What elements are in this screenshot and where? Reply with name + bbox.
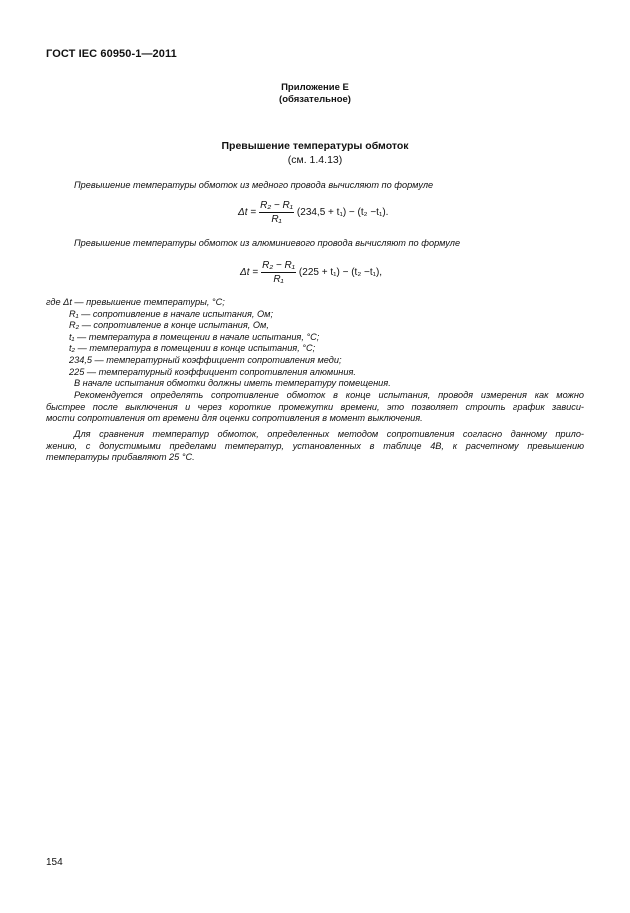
page-number: 154 — [46, 857, 63, 868]
paragraph-comparison — [46, 429, 584, 464]
formula-fraction — [259, 200, 294, 225]
formula-fraction — [261, 260, 296, 285]
formula-denominator: R₁ — [273, 274, 284, 285]
document-code: ГОСТ IEC 60950-1—2011 — [46, 48, 177, 60]
formula-denominator: R₁ — [271, 214, 282, 225]
formula-lhs: Δt = — [240, 267, 259, 278]
formula-numerator: R₂ − R₁ — [262, 260, 295, 271]
paragraph-line: мости сопротивления от времени для оценки сопротивления в момент выключения. — [46, 413, 423, 424]
definition-item: t₁ — температура в помещении в начале испытания, °С; — [69, 331, 320, 342]
definition-item: R₁ — сопротивление в начале испытания, Ом; — [69, 308, 274, 319]
formula-aluminum — [240, 260, 382, 285]
formula-copper — [238, 200, 388, 225]
paragraph-line: Рекомендуется определять сопротивление обмоток в конце испытания, проводя измерения как можно — [74, 390, 584, 400]
formula-numerator: R₂ − R₁ — [260, 200, 293, 211]
section-title: Превышение температуры обмоток — [221, 140, 409, 152]
section-reference: (см. 1.4.13) — [287, 154, 343, 166]
definition-item: где Δt — превышение температуры, °С; — [46, 297, 225, 307]
paragraph-line: жению, с допустимыми пределами температур, установленных в таблице 4В, к расчетному превышению — [46, 440, 584, 451]
definition-item: R₂ — сопротивление в конце испытания, Ом, — [69, 320, 269, 331]
intro-aluminum: Превышение температуры обмоток из алюминиевого провода вычисляют по формуле — [74, 238, 461, 248]
paragraph-measurement — [46, 390, 584, 425]
definition-item: t₂ — температура в помещении в конце испытания, °С; — [69, 343, 316, 354]
paragraph-initial-temperature: В начале испытания обмотки должны иметь температуру помещения. — [74, 378, 391, 389]
annex-subtitle: (обязательное) — [279, 94, 351, 105]
definition-item: 225 — температурный коэффициент сопротивления алюминия. — [69, 366, 356, 377]
paragraph-line: температуры прибавляют 25 °С. — [46, 452, 195, 463]
formula-rest: (225 + t₁) − (t₂ −t₁), — [298, 267, 383, 278]
definitions-list — [46, 297, 391, 390]
paragraph-line: Для сравнения температур обмоток, определенных методом сопротивления согласно данному прило- — [74, 429, 584, 439]
formula-lhs: Δt = — [238, 207, 257, 218]
annex-title: Приложение Е — [281, 82, 349, 93]
paragraph-line: быстрее после выключения и через короткие промежутки времени, это позволяет строить график зависи- — [46, 401, 584, 412]
intro-copper: Превышение температуры обмоток из медного провода вычисляют по формуле — [74, 180, 434, 190]
definition-item: 234,5 — температурный коэффициент сопротивления меди; — [69, 354, 342, 365]
formula-rest: (234,5 + t₁) − (t₂ −t₁). — [296, 207, 389, 218]
